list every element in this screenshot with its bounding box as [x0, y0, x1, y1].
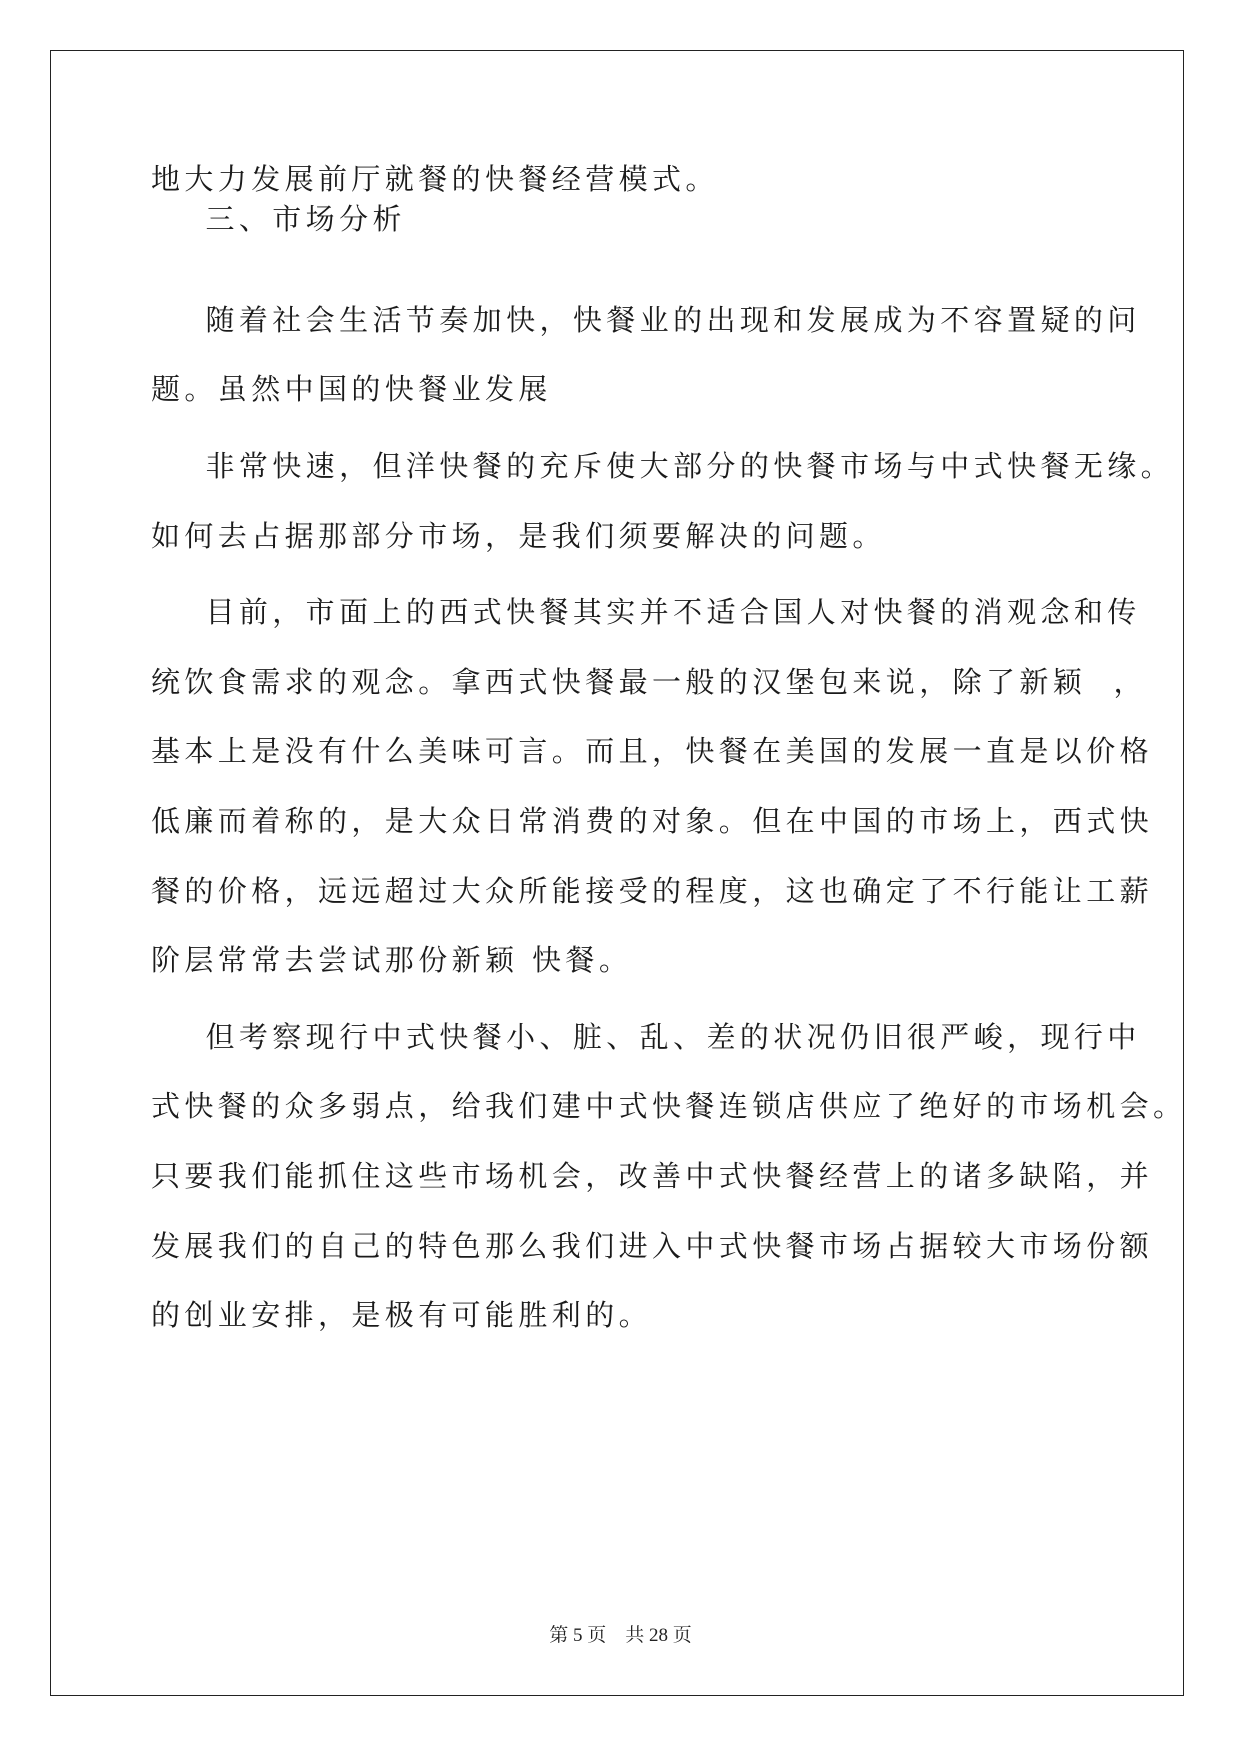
text-line: 但考察现行中式快餐小、脏、乱、差的状况仍旧很严峻，现行中: [151, 1020, 1141, 1054]
text-line: 非常快速，但洋快餐的充斥使大部分的快餐市场与中式快餐无缘。: [151, 449, 1175, 483]
text-line: 如何去占据那部分市场，是我们须要解决的问题。: [151, 519, 886, 553]
text-line: 基本上是没有什么美味可言。而且，快餐在美国的发展一直是以价格: [151, 734, 1154, 768]
text-line: 式快餐的众多弱点，给我们建中式快餐连锁店供应了绝好的市场机会。: [151, 1089, 1187, 1123]
text-line: 统饮食需求的观念。拿西式快餐最一般的汉堡包来说，除了新颖 ，: [151, 665, 1147, 699]
section-heading: 三、市场分析: [151, 202, 406, 236]
text-line: 随着社会生活节奏加快，快餐业的出现和发展成为不容置疑的问: [151, 303, 1141, 337]
text-line: 餐的价格，远远超过大众所能接受的程度，这也确定了不行能让工薪: [151, 874, 1154, 908]
text-line: 只要我们能抓住这些市场机会，改善中式快餐经营上的诸多缺陷，并: [151, 1159, 1154, 1193]
text-line: 发展我们的自己的特色那么我们进入中式快餐市场占据较大市场份额: [151, 1229, 1154, 1263]
text-line: 阶层常常去尝试那份新颖 快餐。: [151, 943, 633, 977]
text-line: 地大力发展前厅就餐的快餐经营模式。: [151, 162, 719, 196]
page-number: 第 5 页 共 28 页: [549, 1625, 692, 1646]
text-line: 题。虽然中国的快餐业发展: [151, 372, 552, 406]
text-line: 目前，市面上的西式快餐其实并不适合国人对快餐的消观念和传: [151, 595, 1141, 629]
text-line: 的创业安排，是极有可能胜利的。: [151, 1298, 653, 1332]
page-footer: [0, 1620, 1241, 1647]
text-line: 低廉而着称的，是大众日常消费的对象。但在中国的市场上，西式快: [151, 804, 1154, 838]
